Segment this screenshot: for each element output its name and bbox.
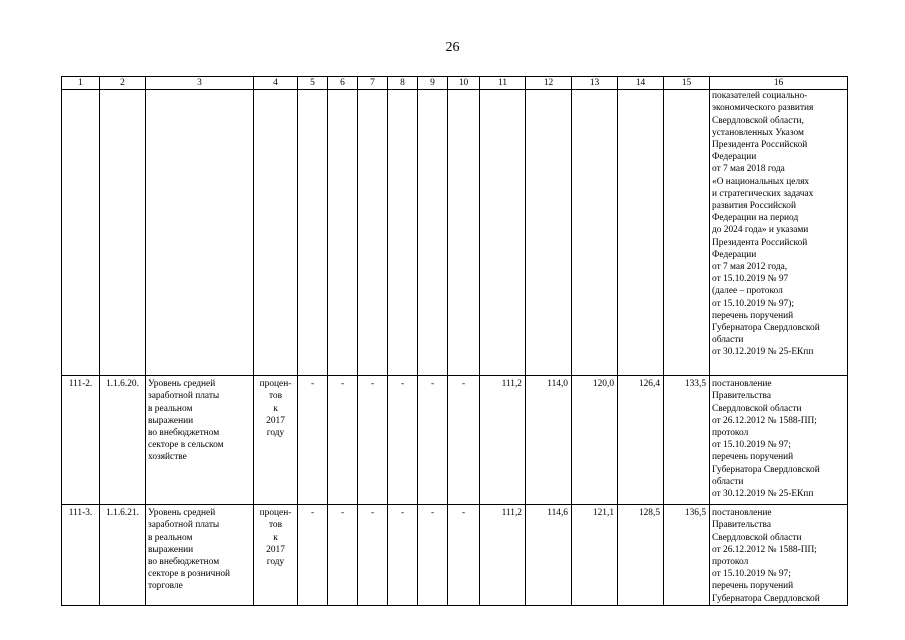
table-cell: 111,2	[480, 505, 526, 606]
table-cell	[448, 90, 480, 376]
column-header: 8	[388, 77, 418, 90]
column-header: 1	[62, 77, 100, 90]
table-cell: постановление Правительства Свердловской области от 26.12.2012 № 1588-ПП; протокол от 15.10.2019 № 97; перечень поручений Губернатора Свердловской	[710, 505, 848, 606]
table-cell: 121,1	[572, 505, 618, 606]
table-cell	[572, 90, 618, 376]
table-cell: 133,5	[664, 376, 710, 505]
table-row	[62, 376, 848, 505]
indicators-table	[61, 76, 848, 606]
column-header: 10	[448, 77, 480, 90]
column-header: 7	[358, 77, 388, 90]
table-row	[62, 505, 848, 606]
table-cell: 1.1.6.21.	[100, 505, 146, 606]
table-cell	[62, 90, 100, 376]
column-header: 6	[328, 77, 358, 90]
table-cell: -	[328, 505, 358, 606]
table-cell: постановление Правительства Свердловской области от 26.12.2012 № 1588-ПП; протокол от 15.10.2019 № 97; перечень поручений Губернатора Свердловской области от 30.12.2019 № 25-ЕКпп	[710, 376, 848, 505]
table-header-row	[62, 77, 848, 90]
column-header: 2	[100, 77, 146, 90]
table-cell: -	[328, 376, 358, 505]
table-cell: 114,6	[526, 505, 572, 606]
table-cell	[328, 90, 358, 376]
page-number: 26	[445, 40, 460, 55]
table-cell: -	[388, 505, 418, 606]
table-cell	[664, 90, 710, 376]
table-cell: -	[298, 505, 328, 606]
column-header: 5	[298, 77, 328, 90]
table-cell: 111,2	[480, 376, 526, 505]
table-cell: 128,5	[618, 505, 664, 606]
table-cell	[254, 90, 298, 376]
table-cell: процен- тов к 2017 году	[254, 376, 298, 505]
table-cell: 111-3.	[62, 505, 100, 606]
table-cell: -	[418, 376, 448, 505]
table-cell	[298, 90, 328, 376]
column-header: 9	[418, 77, 448, 90]
table-cell	[146, 90, 254, 376]
table-row	[62, 90, 848, 376]
table-cell: -	[418, 505, 448, 606]
table-cell: 136,5	[664, 505, 710, 606]
column-header: 3	[146, 77, 254, 90]
table-cell: Уровень средней заработной платы в реальном выражении во внебюджетном секторе в розничной торговле	[146, 505, 254, 606]
table-cell: Уровень средней заработной платы в реальном выражении во внебюджетном секторе в сельском хозяйстве	[146, 376, 254, 505]
table-cell	[418, 90, 448, 376]
table-cell: -	[358, 505, 388, 606]
table-cell: -	[358, 376, 388, 505]
table-cell: 120,0	[572, 376, 618, 505]
column-header: 12	[526, 77, 572, 90]
table-cell: -	[448, 505, 480, 606]
table-cell	[480, 90, 526, 376]
table-cell: 114,0	[526, 376, 572, 505]
column-header: 11	[480, 77, 526, 90]
column-header: 14	[618, 77, 664, 90]
table-cell: 126,4	[618, 376, 664, 505]
column-header: 15	[664, 77, 710, 90]
column-header: 16	[710, 77, 848, 90]
column-header: 13	[572, 77, 618, 90]
table-cell: -	[388, 376, 418, 505]
table-cell	[100, 90, 146, 376]
table-cell	[618, 90, 664, 376]
table-cell: -	[448, 376, 480, 505]
table-cell: 111-2.	[62, 376, 100, 505]
column-header: 4	[254, 77, 298, 90]
table-cell: процен- тов к 2017 году	[254, 505, 298, 606]
table-cell	[388, 90, 418, 376]
table-cell	[358, 90, 388, 376]
table-cell: -	[298, 376, 328, 505]
table-cell: показателей социально- экономического развития Свердловской области, установленных Указом Президента Российской Федерации от 7 мая 2018 года «О национальных целях и стратегических задачах развития Российской Федерации на период до 2024 года» и указами Президента Российской Федерации от 7 мая 2012 года, от 15.10.2019 № 97 (далее – протокол от 15.10.2019 № 97); перечень поручений Губернатора Свердловской области от 30.12.2019 № 25-ЕКпп	[710, 90, 848, 376]
table-cell: 1.1.6.20.	[100, 376, 146, 505]
table-cell	[526, 90, 572, 376]
